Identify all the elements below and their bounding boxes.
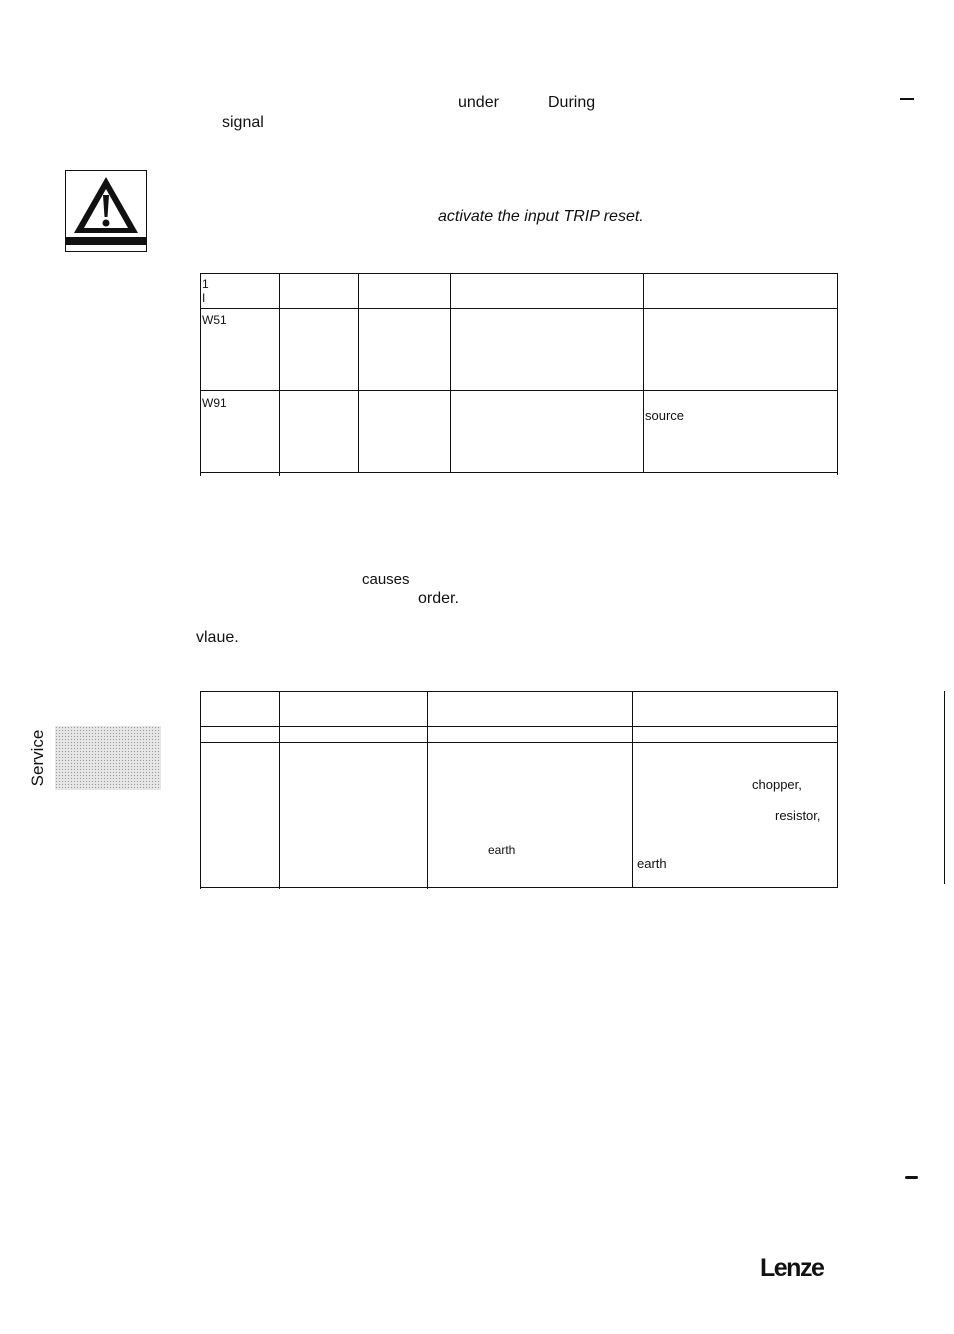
text-under: under [458,94,499,111]
margin-mark-bottom [905,1176,918,1179]
text-during: During [548,94,596,111]
table-2-cell: chopper, [752,777,802,792]
text-causes: causes [362,571,410,588]
table-2-cell: earth [637,856,667,871]
table-1-cell: 1 [202,277,209,291]
table-1-cell: source [645,408,685,423]
warning-text: activate the input TRIP reset. [438,208,644,225]
warning-triangle-icon [66,171,146,237]
table-1-cell: W51 [202,313,227,327]
text-order: order. [418,590,459,607]
service-tab [22,720,54,796]
text-signal: signal [222,114,264,131]
table-1-cell: W91 [202,396,227,410]
brand-logo: Lenze [760,1254,824,1282]
warning-bar [66,237,146,245]
table-1-cell: I [202,291,206,305]
service-pattern [55,726,161,790]
warning-box [65,170,147,252]
margin-mark-top [900,98,914,100]
table-2-cell: earth [488,843,516,857]
service-tab-label: Service [28,729,47,787]
text-vlaue: vlaue. [196,629,239,646]
table-2-cell: resistor, [775,808,821,823]
